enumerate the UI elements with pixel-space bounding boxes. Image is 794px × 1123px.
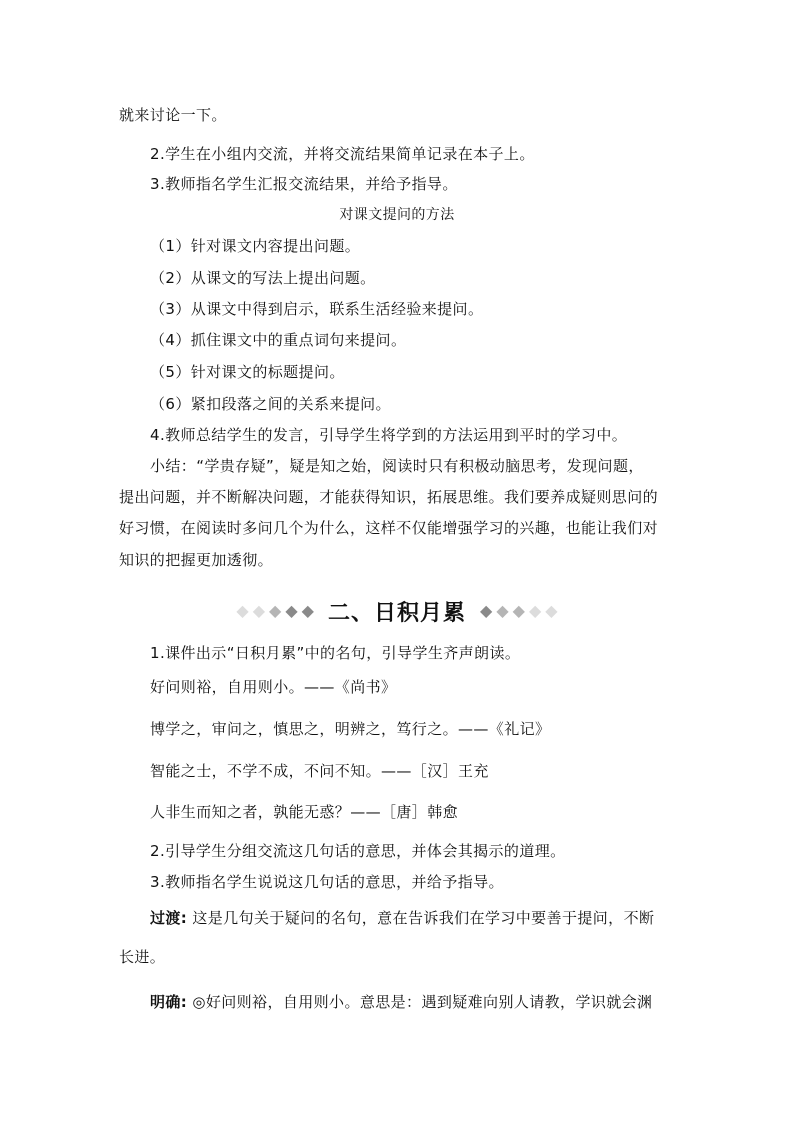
diamond-icon: ◆ xyxy=(512,601,525,620)
section-heading xyxy=(0,596,794,626)
step-4: 4.教师总结学生的发言，引导学生将学到的方法运用到平时的学习中。 xyxy=(150,426,628,444)
clarify-line xyxy=(150,992,652,1012)
transition-line-2: 长进。 xyxy=(119,948,166,966)
method-heading: 对课文提问的方法 xyxy=(339,207,455,223)
step-2: 2.学生在小组内交流，并将交流结果简单记录在本子上。 xyxy=(150,145,535,163)
daily-step-3: 3.教师指名学生说说这几句话的意思，并给予指导。 xyxy=(150,873,504,891)
summary-line-1: 小结：“学贵存疑”，疑是知之始，阅读时只有积极动脑思考，发现问题， xyxy=(150,457,644,475)
daily-step-1: 1.课件出示“日积月累”中的名句，引导学生齐声朗读。 xyxy=(150,644,521,662)
method-item-5: （5）针对课文的标题提问。 xyxy=(150,363,345,381)
clarify-text: ◎好问则裕，自用则小。意思是：遇到疑难向别人请教，学识就会渊 xyxy=(187,993,653,1011)
diamond-icon: ◆ xyxy=(301,601,314,620)
method-item-2: （2）从课文的写法上提出问题。 xyxy=(150,269,376,287)
diamond-icon: ◆ xyxy=(269,601,282,620)
clarify-label: 明确: xyxy=(150,993,188,1011)
diamond-icon: ◆ xyxy=(252,601,266,620)
section-title: 二、日积月累 xyxy=(327,600,466,626)
transition-text: 这是几句关于疑问的名句，意在告诉我们在学习中要善于提问，不断 xyxy=(187,909,655,927)
summary-line-2: 提出问题，并不断解决问题，才能获得知识，拓展思维。我们要养成疑则思问的 xyxy=(119,488,659,506)
paragraph-line: 就来讨论一下。 xyxy=(119,106,227,124)
method-item-3: （3）从课文中得到启示，联系生活经验来提问。 xyxy=(150,300,484,318)
method-item-1: （1）针对课文内容提出问题。 xyxy=(150,237,361,255)
diamond-icon: ◆ xyxy=(496,601,509,620)
diamond-icon: ◆ xyxy=(236,601,249,620)
method-item-6: （6）紧扣段落之间的关系来提问。 xyxy=(150,395,391,413)
quote-1: 好问则裕，自用则小。——《尚书》 xyxy=(150,678,397,696)
method-item-4: （4）抓住课文中的重点词句来提问。 xyxy=(150,331,407,349)
step-3: 3.教师指名学生汇报交流结果，并给予指导。 xyxy=(150,175,458,193)
transition-label: 过渡: xyxy=(150,909,188,927)
ornament-left xyxy=(236,603,314,619)
ornament-right xyxy=(480,603,558,619)
diamond-icon: ◆ xyxy=(285,601,298,620)
daily-step-2: 2.引导学生分组交流这几句话的意思，并体会其揭示的道理。 xyxy=(150,842,566,860)
transition-line xyxy=(150,908,654,928)
diamond-icon: ◆ xyxy=(480,601,493,620)
summary-line-4: 知识的把握更加透彻。 xyxy=(119,551,274,569)
diamond-icon: ◆ xyxy=(528,601,542,620)
diamond-icon: ◆ xyxy=(545,601,558,620)
quote-3: 智能之士，不学不成，不问不知。——［汉］王充 xyxy=(150,762,489,780)
quote-4: 人非生而知之者，孰能无惑？——［唐］韩愈 xyxy=(150,803,459,821)
quote-2: 博学之，审问之，慎思之，明辨之，笃行之。——《礼记》 xyxy=(150,720,551,738)
summary-line-3: 好习惯，在阅读时多问几个为什么，这样不仅能增强学习的兴趣，也能让我们对 xyxy=(119,519,659,537)
